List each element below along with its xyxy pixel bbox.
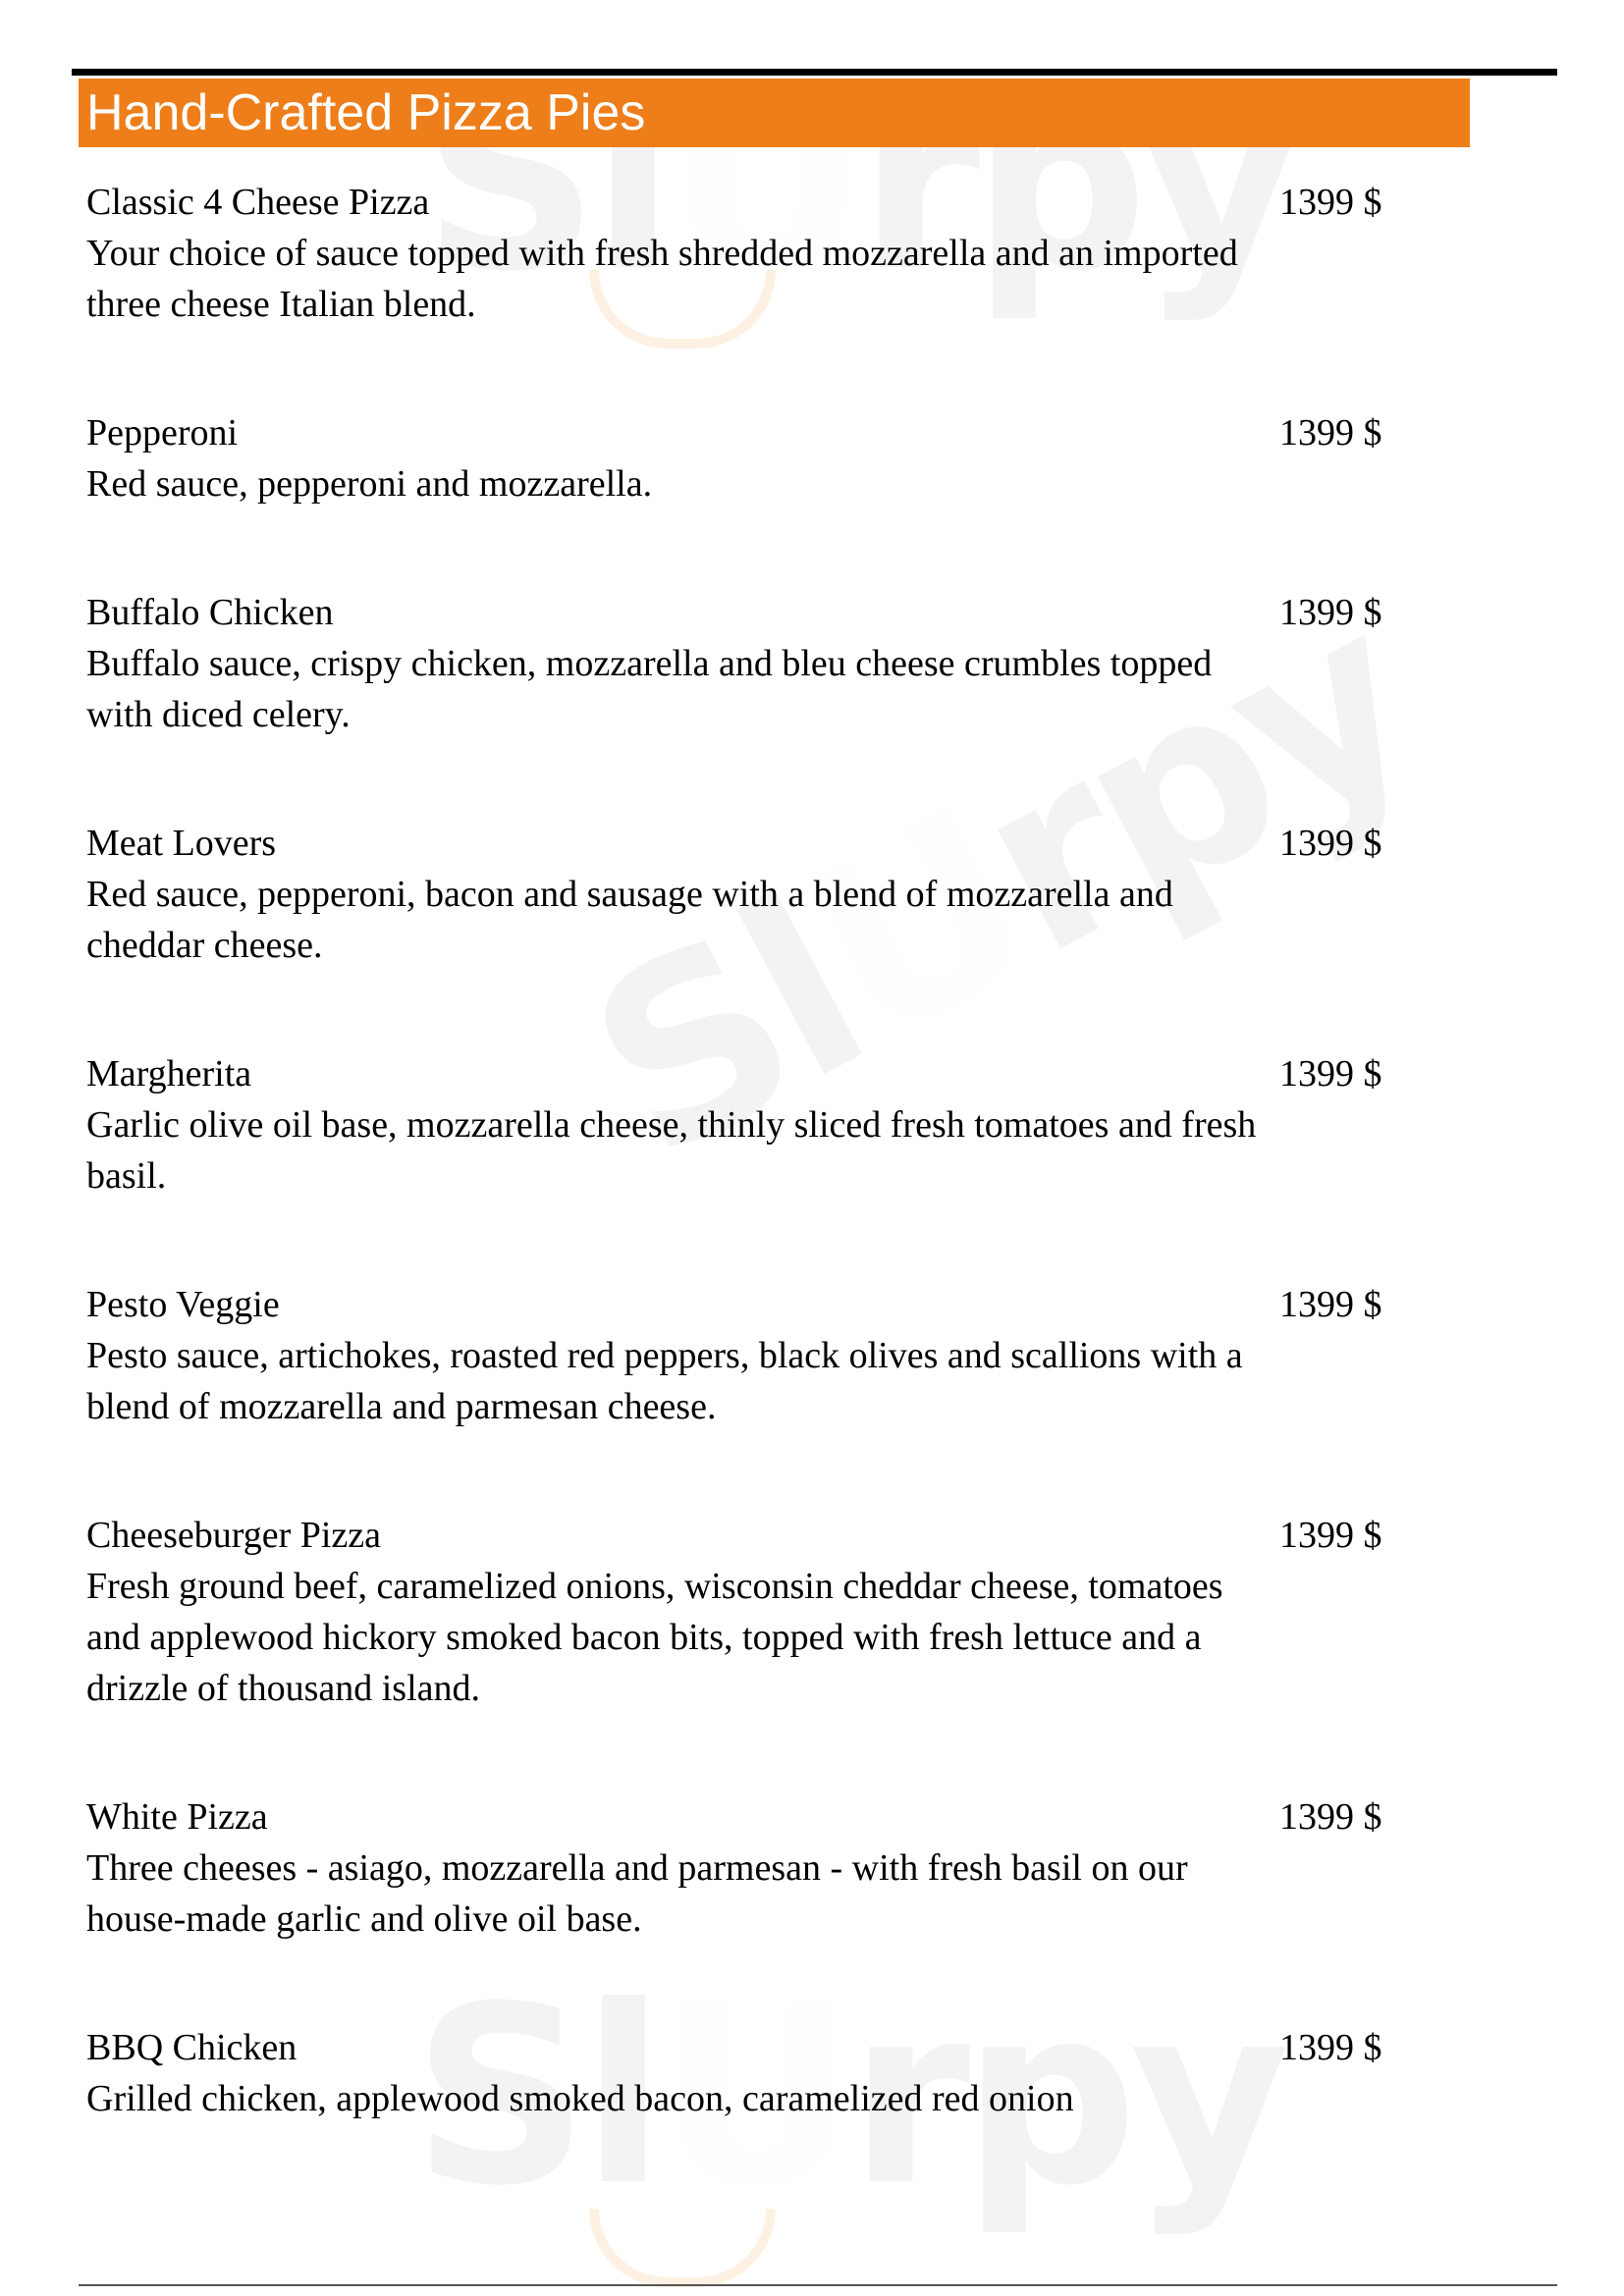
item-description: Pesto sauce, artichokes, roasted red peppers, black olives and scallions with a blend of mozzarella and parmesan cheese. [86, 1335, 1243, 1427]
menu-item [86, 1279, 1392, 1432]
bottom-divider [79, 2284, 1557, 2286]
item-description: Fresh ground beef, caramelized onions, wisconsin cheddar cheese, tomatoes and applewood hickory smoked bacon bits, topped with fresh lettuce and a drizzle of thousand island. [86, 1566, 1223, 1709]
menu-item [86, 587, 1392, 740]
item-name: Pesto Veggie [86, 1284, 280, 1325]
item-price: 1399 $ [1279, 1053, 1382, 1095]
watermark-bowl-icon [589, 2209, 776, 2287]
item-name: Buffalo Chicken [86, 592, 334, 633]
item-name: Margherita [86, 1053, 252, 1095]
menu-item [86, 1791, 1392, 1945]
section-title: Hand-Crafted Pizza Pies [86, 84, 646, 141]
item-price: 1399 $ [1279, 592, 1382, 633]
menu-item [86, 2022, 1392, 2124]
item-name: Meat Lovers [86, 823, 277, 864]
item-price: 1399 $ [1279, 182, 1382, 223]
item-description: Red sauce, pepperoni and mozzarella. [86, 463, 653, 505]
menu-item [86, 1510, 1392, 1714]
item-description: Grilled chicken, applewood smoked bacon, caramelized red onion [86, 2078, 1074, 2119]
item-price: 1399 $ [1279, 412, 1382, 454]
item-name: Cheeseburger Pizza [86, 1515, 382, 1556]
item-price: 1399 $ [1279, 1284, 1382, 1325]
item-description: Your choice of sauce topped with fresh shredded mozzarella and an imported three cheese Italian blend. [86, 233, 1238, 325]
menu-item [86, 818, 1392, 971]
item-name: Classic 4 Cheese Pizza [86, 182, 430, 223]
menu-item [86, 407, 1392, 509]
item-price: 1399 $ [1279, 2027, 1382, 2068]
item-price: 1399 $ [1279, 1796, 1382, 1838]
menu-item [86, 177, 1392, 330]
item-price: 1399 $ [1279, 1515, 1382, 1556]
menu-item [86, 1048, 1392, 1201]
item-name: Pepperoni [86, 412, 239, 454]
item-description: Buffalo sauce, crispy chicken, mozzarella and bleu cheese crumbles topped with diced celery. [86, 643, 1213, 735]
item-price: 1399 $ [1279, 823, 1382, 864]
item-description: Garlic olive oil base, mozzarella cheese, thinly sliced fresh tomatoes and fresh basil. [86, 1104, 1257, 1197]
item-name: BBQ Chicken [86, 2027, 298, 2068]
item-name: White Pizza [86, 1796, 268, 1838]
item-description: Red sauce, pepperoni, bacon and sausage with a blend of mozzarella and cheddar cheese. [86, 874, 1173, 966]
item-description: Three cheeses - asiago, mozzarella and parmesan - with fresh basil on our house-made garlic and olive oil base. [86, 1847, 1188, 1940]
top-divider [72, 69, 1557, 76]
